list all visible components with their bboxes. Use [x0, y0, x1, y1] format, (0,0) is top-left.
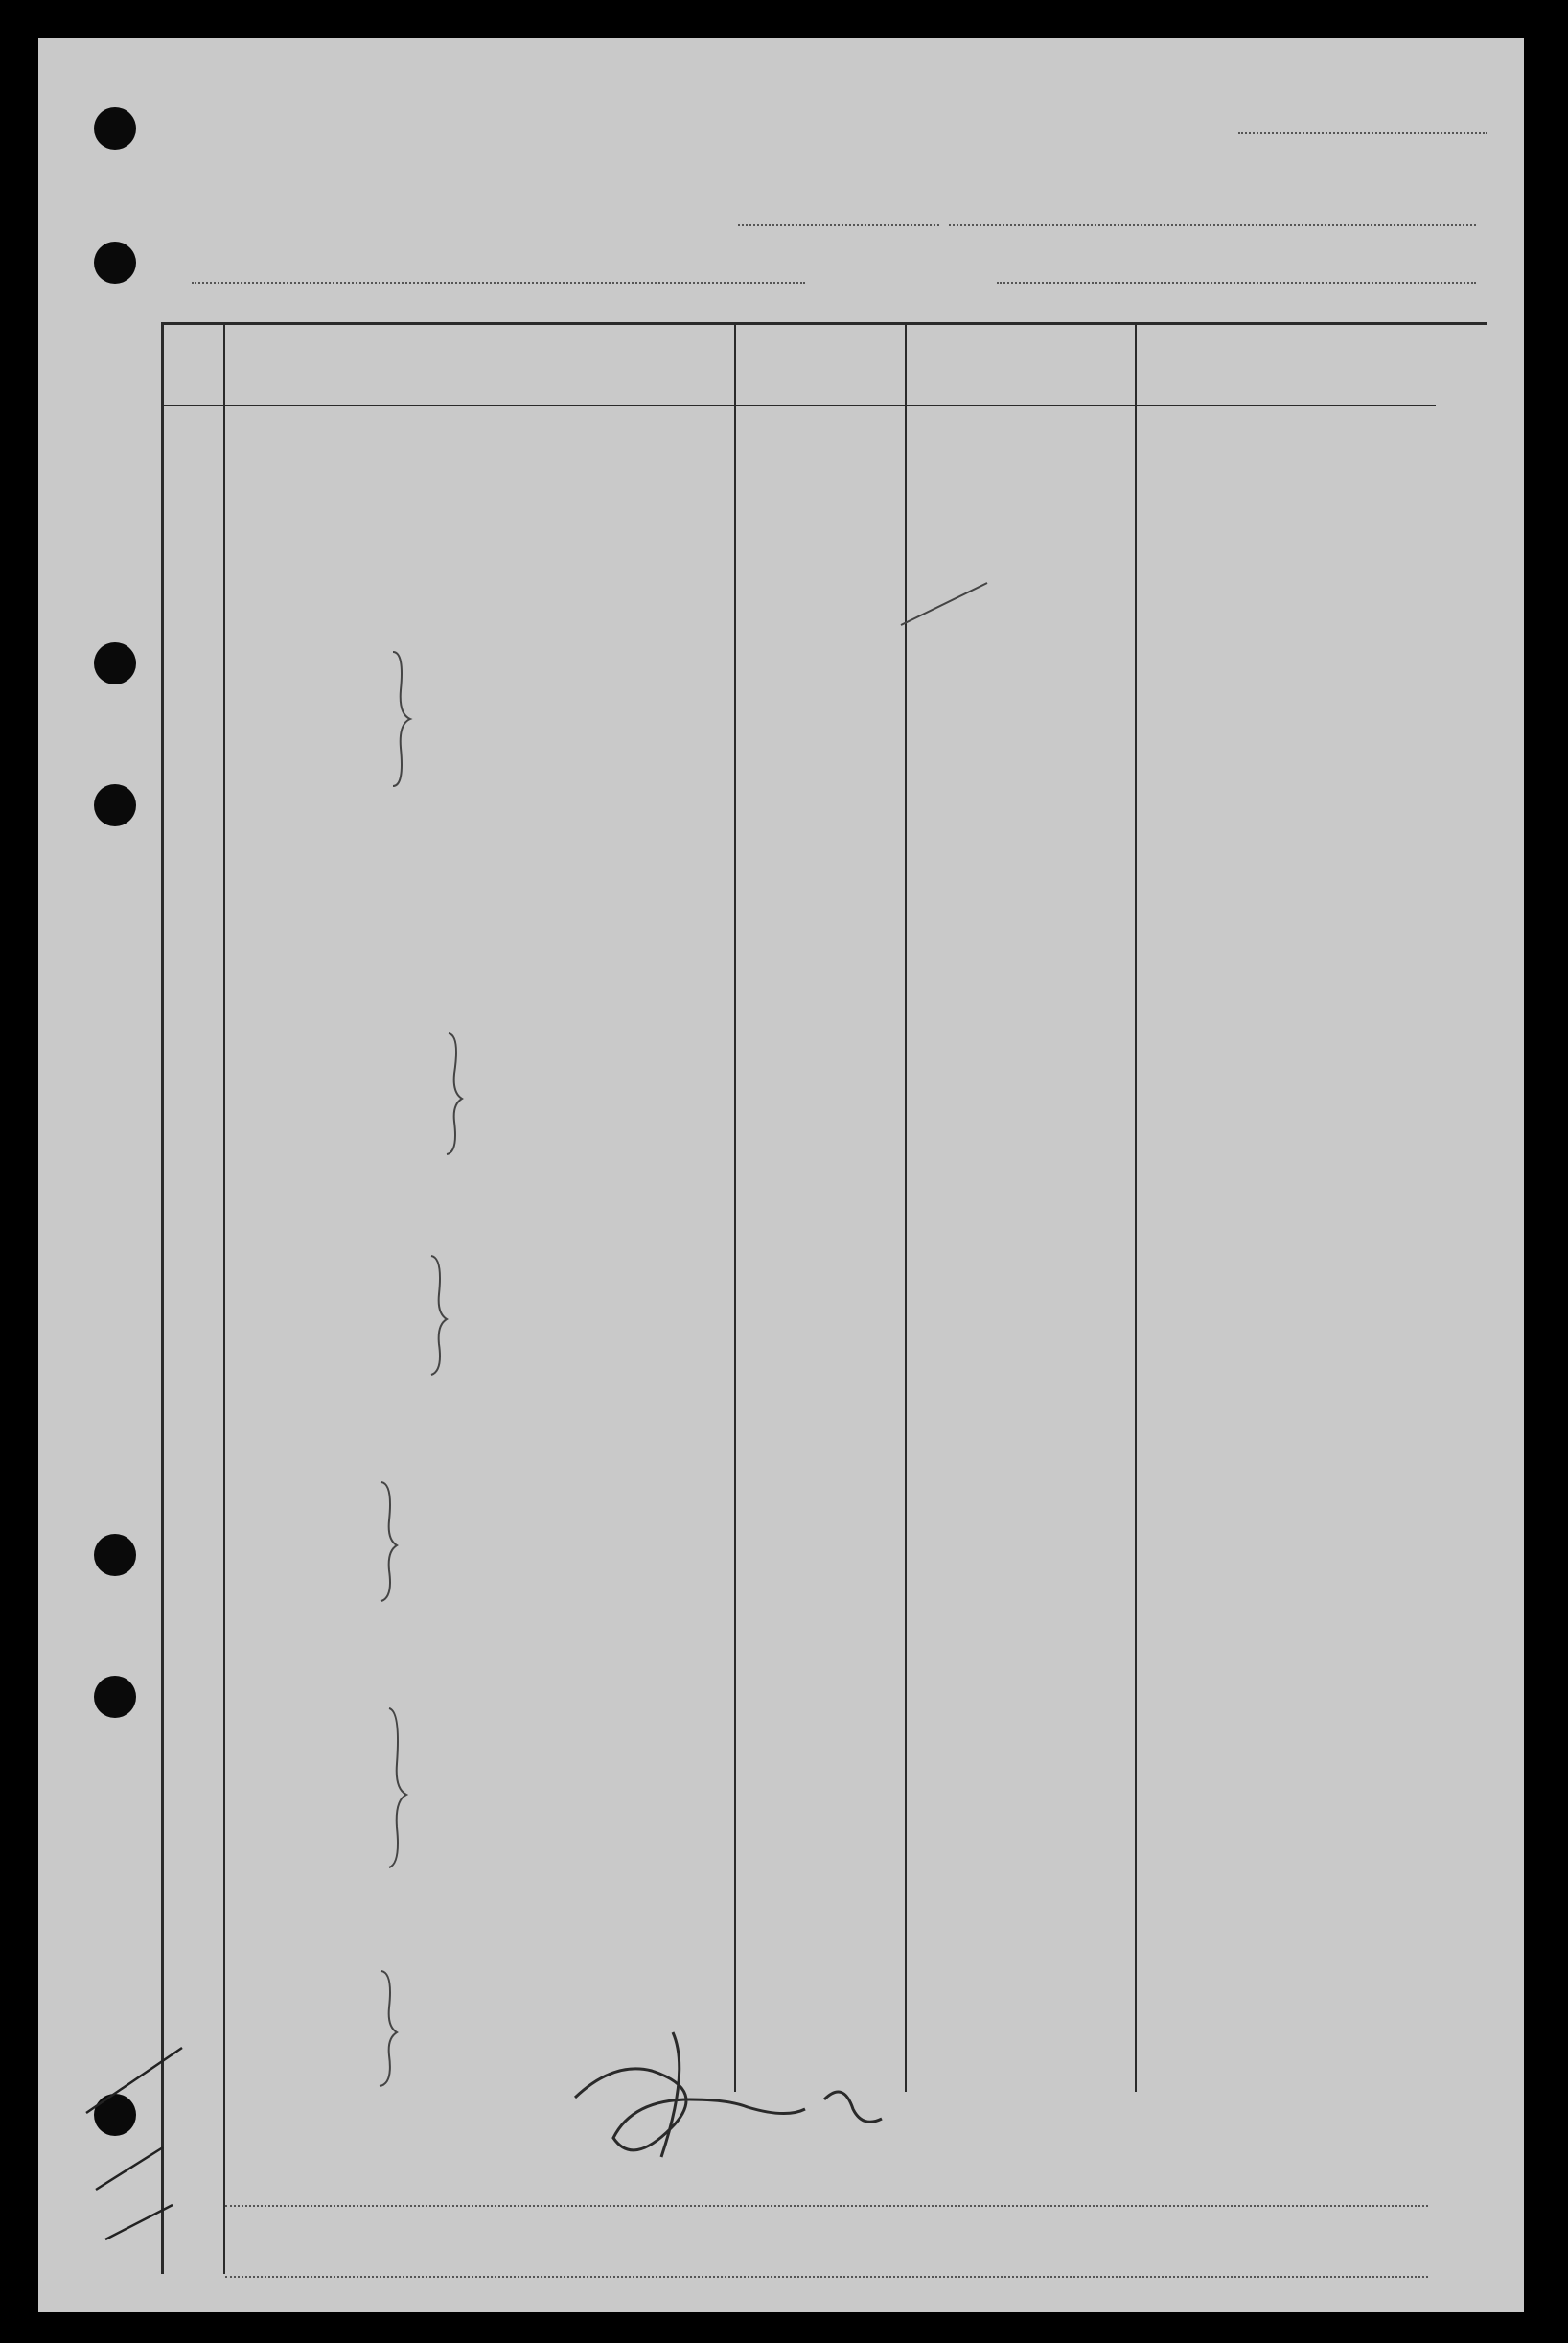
bracket-dauria: [389, 1708, 406, 1867]
row-line-24: [225, 2205, 1428, 2207]
bracket-dick: [381, 1482, 397, 1601]
row-line-25: [225, 2276, 1428, 2278]
bracket-duffy: [380, 1971, 397, 2086]
manifest-sheet: [38, 38, 1524, 2312]
bracket-durocher: [431, 1256, 447, 1375]
bracket-demaille: [447, 1033, 462, 1154]
degenkolb-strike: [901, 583, 987, 625]
margin-slash-2: [96, 2147, 163, 2190]
signature-mark: [575, 2032, 882, 2157]
bracket-duteau: [393, 652, 410, 786]
margin-slash-3: [105, 2205, 173, 2239]
family-brackets: [38, 38, 1524, 2312]
margin-slash-1: [86, 2048, 182, 2113]
